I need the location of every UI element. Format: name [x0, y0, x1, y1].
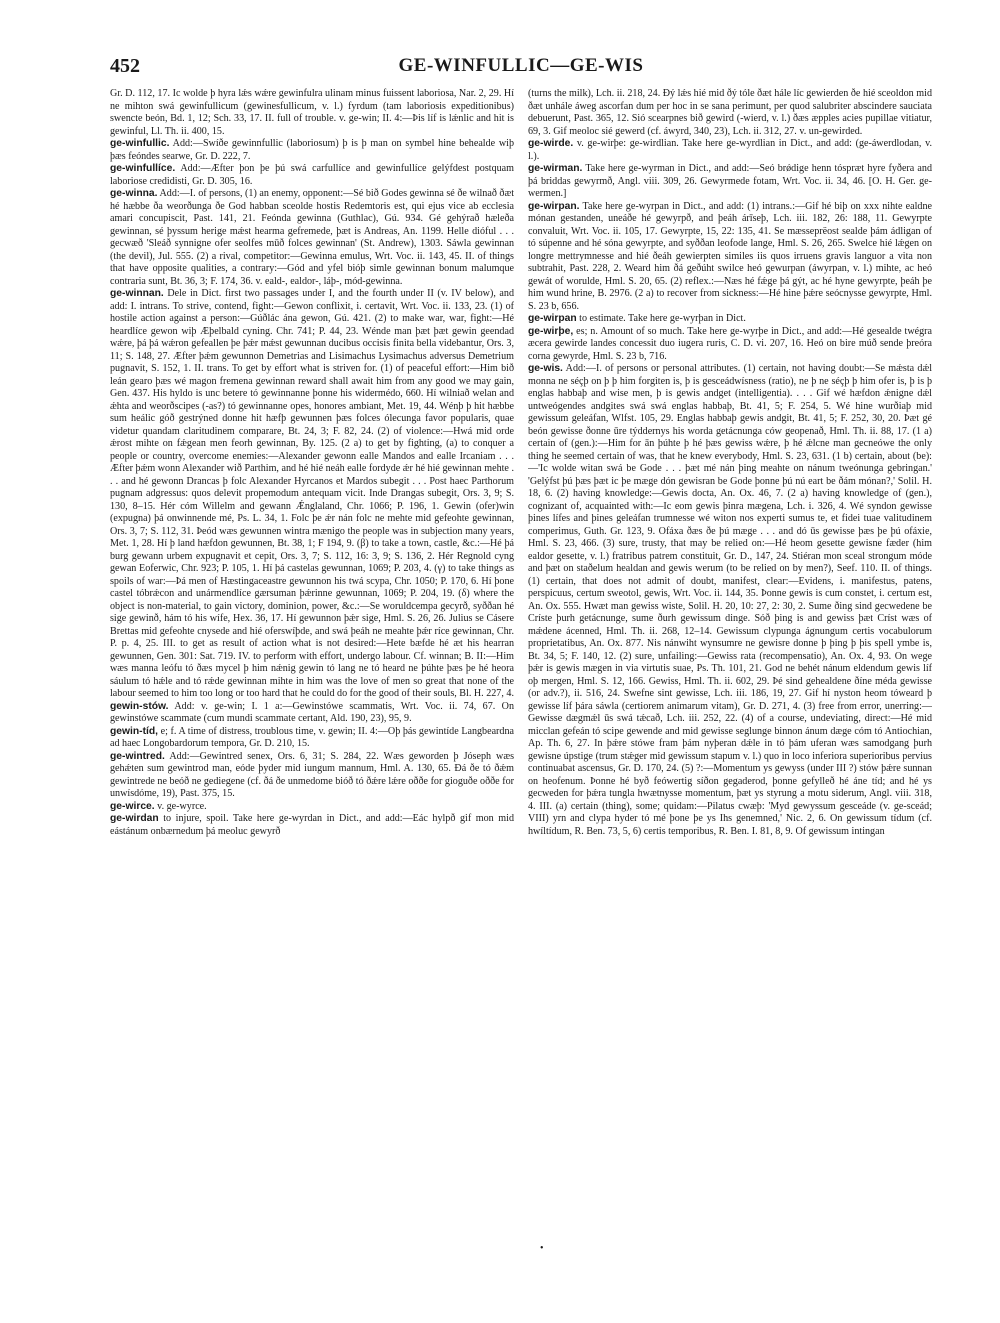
- entry-headword: ge-winnan.: [110, 288, 164, 299]
- entry-text: to estimate. Take here ge-wyrþan in Dict.: [579, 313, 746, 324]
- entry-headword: ge-wirce.: [110, 800, 155, 812]
- left-column: [110, 88, 514, 1253]
- entry-text: es; n. Amount of so much. Take here ge-wyrþe in Dict., and add:—Hé gesealde twégra æcera gewirde landes concessit duo iugera ruris, C. D. vi. 207, 16. Heó on bire múð sende þreóra corna gewyrde, Hml. S. 23 b, 716.: [528, 325, 932, 362]
- running-head: GE-WINFULLIC—GE-WIS: [398, 55, 644, 76]
- entry-headword: ge-wirde.: [528, 138, 574, 149]
- entry-text: Gr. D. 112, 17. Ic wolde þ hyra lǽs wǽre gewinfulra ulinam minus fuissent laboriosa, Nar. 2, 29. Hí ne mihton swá gewinfullicum (gewinesfullicum, v. l.) fyrdum (tam laboriosis expeditionibus) swencte beón, Bd. 1, 12; Sch. 33, 17. II. full of trouble. v. ge-win; II. 4:—Þis líf is lǽnlic and hit is gewinful, Ll. Th. ii. 400, 15.: [110, 88, 514, 137]
- dictionary-entry: [110, 813, 514, 838]
- entry-headword: ge-wirþe,: [528, 325, 574, 337]
- dictionary-entry: [110, 701, 514, 726]
- entry-text: Take here ge-wyrman in Dict., and add:—Seó brǿdige henn tóspræt hyre fyðera and þá briddas gewyrmð, Angl. viii. 309, 26. Gewyrmede fotam, Wrt. Voc. ii. 34, 46. [O. H. Ger. ge-wermen.]: [528, 163, 932, 199]
- dictionary-entry: [528, 163, 932, 201]
- dictionary-entry: [528, 138, 932, 163]
- entry-text: v. ge-wyrce.: [157, 800, 207, 812]
- dictionary-entry: [110, 163, 514, 188]
- entry-headword: ge-winfullic.: [110, 138, 170, 149]
- entry-text: v. ge-wirþe: ge-wirdlian. Take here ge-wyrdlian in Dict., and add: (ge-áwerdlodan, v. l.).: [528, 138, 932, 162]
- dictionary-entry: [110, 751, 514, 801]
- entry-text: Dele in Dict. first two passages under I, and the fourth under II (v. IV below), and add: I. intrans. To strive, contend, fight:—Gewon conflixit, i. certavit, Wrt. Voc. ii. 133, 23. (1) of hostile action against a person:—Gúðlác ána gewon, Gú. 421. (2) to make war, war, fight:—Hé heardlíce gewon wiþ Æþelbald cyning. Chr. 741; P. 44, 23. Wénde man þæt þæt gewin geendad wǽre, þá þá wǽron gefeallen þe þǽr mǽst gewunnan ducibus occisis finita bella videbantur, Ors. 3, 11; S. 148, 27. Æfter þǽm gewunnon Demetrias and Lisimachus Lysimachus adversus Demetrium pugnavit, S. 152, 1. II. trans. To get by effort what is striven for. (1) of peaceful effort:—Him bið leán gearo þæs wé magon fremena gewinnan reward shall await him from any good we may gain, Gen. 437. His hyldo is unc betere tó gewinnanne þonne his widermédo, 660. Hí wilniað welan and ǽhta and weorðscipes (-as?) tó gewinnanne opes, honores ambiant, Met. 19, 44. Wénþ þ hit hæbbe sum heálic góð gestrýned donne hit hæfþ gewunnen þæs folces ólecunga favor popularis, quae videtur quandam claritudinem comparare, Bt. 24, 3; F. 82, 24. (2) of violence:—Hwá mid orde ǽrost mihte on fǽgean men feorh gewinnan, By. 125. (2 a) to get by fighting, (a) to conquer a people or country, overcome enemies:—Alexander gewonn ealle Mandos and ealle Ircaniam . . . Æfter þǽm wonn Alexander wið Parthim, and hé hié neáh ealle fordyde ǽr hé hié gewinnan mehte . . . and hé gewonn Drancas þ folc Alexander Hyrcanos et Mardos subegit . . . Post haec Parthorum pugnam adgressus: quos delevit propemodum antequam vicit. Inde Drangas subegit, Ors. 3, 9; S. 130, 8–15. Hér cóm Willelm and gewann Ǽnglaland, Chr. 1066; P. 196, 1. Gewin (ofer)win (expugna) þá onwinnende mé, Ps. L. 34, 1. Folc þe ǽr nán folc ne mehte mid gefeohte gewinnan, Ors. 3, 7; S. 112, 31. Þeód wæs gewunnen wintra mænigo the people was in subjection many years, Met. 1, 28. Hí þ land hæfdon gewunnen, Bt. 38, 1; F 194, 9. (β) to take a town, castle, &c.:—Hé þá burg gewann urbem expugnavit et cepit, Ors. 3, 7; S. 112, 16: 3, 9; S. 136, 2. Hér Regnold cyng gewan Eoferwic, Chr. 923; P. 105, 1. Hí þá castelas gewunnan, 1069; P. 203, 4. (γ) to take things as spoils of war:—Þá men of Hæstingaceastre gewunnon his twá scypa, Chr. 1050; P. 170, 6. Hí þone castel tóbrǽcon and unármendlíce gærsuman þǽrinne gewunnan, 1069; P. 204, 19. (δ) where the object is non-material, to gain victory, dominion, power, &c.:—Se woruldcempa gecyrð, syððan hé sige gewinð, hám tó his wífe, Hex. 36, 17. Hí gewunnon þǽr sige, Hml. S. 26, 26. Julius se Cásere Brettas mid gefeohte cnysede and hié oferswíþde, and swá þeáh ne meahte þǽr ríce gewinnan, Chr. P. p. 4, 25. III. to get as result of action what is not desired:—Hete bæfde hé æt his hearran gewunnen, Gen. 301: Sat. 719. IV. to perform with effort, undergo labour. Cf. winnan; B. II:—Him wæs manna leófu tó ðæs mycel þ him nǽnig gewin tó lang ne tó heard ne þúhte þæs þe hé heora sáulum tó hǽle and tó rǽde gewinnan mihte in him was the love of men so great that none of the labour seemed to him too long or too hard that he could do for the good of their souls, Bl. H. 227, 4.: [110, 288, 514, 699]
- entry-headword: ge-winfullíce.: [110, 163, 176, 174]
- page-header: [110, 55, 932, 83]
- dictionary-columns: [110, 88, 932, 1253]
- dictionary-entry: [528, 313, 932, 326]
- entry-text: Add: v. ge-win; I. 1 a:—Gewinstówe scammatis, Wrt. Voc. ii. 74, 67. On gewinstówe scammate (cum mundi scammate certant, Ald. 190, 23), 95, 9.: [110, 700, 514, 724]
- entry-text: e; f. A time of distress, troublous time, v. gewin; II. 4:—Oþ þás gewintíde Langbeardna ad haec Longobardorum tempora, Gr. D. 210, 15.: [110, 725, 514, 749]
- entry-headword: gewin-tíd,: [110, 725, 159, 737]
- entry-headword: ge-winna.: [110, 188, 158, 199]
- entry-text: Take here ge-wyrpan in Dict., and add: (1) intrans.:—Gif hé biþ on xxx nihte ealdne mónan gestanden, uneáðe hé gewyrpð, and þeáh árīseþ, Lch. iii. 182, 26: 188, 11. Gewyrpte convaluit, Wrt. Voc. ii. 105, 17. Gewyrpte, 15, 22: 135, 41. Se mæsseprëost sealde þám ádligan of tó súpenne and hé sóna gewyrpte, and syððan leofode lange, Hml. S. 26, 265. Swelce hié lǽgen on longre mettrymnesse and hié ðeáh gewierpten similes iis quos irruens gravis languor a vita non subtrahit, Past. 228, 2. Weard him ðá geðúht swilce heó gewurpan (áwyrpan, v. l.) mihte, ac heó gewát of worulde, Hml. S. 20, 65. (2) reflex.:—Næs hé fǽge þá gýt, ac hé hyne gewyrpte, þeáh þe him wund hrine, B. 2976. (2 a) to recover from sickness:—Hé hine þǽre seócnysse gewyrpte, Hml. S. 23 b, 656.: [528, 200, 932, 312]
- entry-text: Add:—I. of persons or personal attributes. (1) certain, not having doubt:—Se mǽsta dǽl monna ne séçþ on þ þ him forgiten is, þ is gesceádwísness (ratio), ne þ ne séçþ þ him ofer is, þ is þ englas habbaþ and wise men, þ is gewis andget (intelligentia). . . . Gif wé hæfdon ǽnigne dǽl untweógendes andgites swá swá englas habbaþ, Bt. 41, 5; F. 254, 5. Wé hine wurðiaþ mid gewissum geleáfan, Wlfst. 105, 29. Englas habbaþ gewis andgit, Bt. 41, 5; F. 252, 30, 20. Þæt gé beón gewisse ðonne ūre týddernys his worda getácnunga ców geopenað, Hml. Th. ii. 88, 17. (1 a) certain of (gen.):—Him for ān þúhte þ hé þæs gewiss wǽre, þ hé ǽlcne man gecneówe the only thing he seemed certain of was, that he knew everybody, Hml. S. 23, 631. (1 b) certain, about (be):—'Ic wolde witan swá be Gode . . . þæt mé nán þing meahte on nánum tweónunga gebringan.' 'Gelýfst þú þæs þæt ic þe mæge dón gewisran be Gode þonne þú nú eart be ðám mónan?,' Solil. H. 18, 6. (2) having knowledge:—Gewis docta, An. Ox. 46, 7. (2 a) having knowledge of (gen.), cognizant of, acquainted with:—Ic eom gewis þinra mægena, Lch. i. 326, 4. Wé syndon gewisse þines lífes and þines geleáfan trumnesse wé witon nos experti sumus te, et fidei tuae valitudinem comperimus, Guth. Gr. 123, 9. Ofáxa ðæs ðe þú mæge . . . and dó ūs gewisse þæs þe þú ofáxie, Hml. S. 23, 466. (3) sure, trusty, that may be relied on:—Hé heom gesette gewisne fæder (him ealdor gesette, v. l.) fratribus patrem constituit, Gr. D., 147, 24. Stiéran mon sceal strongum móde and þæt on staðelum healdan and gewis werum (to be relied on by men?), Seef. 110. II. of things. (1) certain, that does not admit of doubt, manifest, clear:—Evidens, i. manifestus, patens, perspicuus, certum sweotol, gewis, Wrt. Voc. ii. 144, 35. Þonne gewis is cum constet, i. certum est, An. Ox. 555. Hwæt man gewiss wiste, Solil. H. 20, 10: 27, 2: 30, 2. Sume ðing sind gecwedene be Críste þurh getácnunge, sume ðurh gewissum dinge. Sóð þing is and gewiss þæt Críst wæs of mǽdene ácenned, Hml. Th. ii. 268, 12–14. Gewissum clypunga ágnungum certis vocabulorum proprietatibus, An. Ox. 877. Nis nánwiht wynsumre ne gewisre donne þ þing þ þis spell ymbe is, Bt. 34, 5; F. 140, 12. (2) sure, unfailing:—Gewiss rata (recompensatio), An. Ox. 4, 93. On wege þǽr is gewis mægen in via virtutis suae, Ps. Th. 101, 21. God ne behét nánum eldendum gewis líf oþ mergen, Hml. S. 12, 166. Gewiss, Hml. Th. ii. 602, 29. Þé sind gehealdene ðíne méda gewisse (or adv.?), ii. 516, 24. Swefne sint gewisse, Lch. iii. 186, 19, 27. Gif hí nyston heom tóweard þ gewisse líf þára sáwla (certiorem animarum vitam), Gr. D. 271, 4. (3) free from error, unerring:—Gewisse dægmǽl ūs swá tǽcað, Lch. iii. 252, 22. (4) of a course, undeviating, direct:—Hé mid micclan gefeán tó scipe gewende and mid gewisse seglunge binnon ánum dæge cóm tó Antiochian, Ap. Th. 6, 27. In þǽre stówe fram þám nyþeran dǽle in tó þám uferan wæs samodgang þurh gewisne úpstige (trum stǽger mid gewissum stapum v. l.) quo in loco inferiora superioribus pervius continuabat ascensus, Gr. D. 170, 24. (5) ?:—Momentum ys gewyss (under III ?) stów þǽre sunnan on heofenum. Þonne hé byð feówertig síðon gegaderod, þonne gefylleð hé áne tíd; and hé ys gecweden for þǽra tungla hwætnysse momentum, þæt ys styrung a motu siderum, Angl. viii. 318, 4. III. (a) certain (thing), some; quidam:—Pilatus cwæþ: 'Myd gewyssum gesceáde (v. ge-sceád; VIII) yrn and clypa hyder tó mé þone þe ys Ihs genemned,' Nic. 2, 6. On gewissum tídum (cf. hwíltídum, R. Ben. 73, 5, 6) certis temporibus, R. Ben. I. 81, 8, 9. Of gewissum intingan: [528, 363, 932, 837]
- entry-headword: gewin-stów.: [110, 700, 169, 712]
- entry-headword: ge-wirpan.: [528, 200, 580, 212]
- dictionary-entry: [528, 363, 932, 838]
- footer-mark: •: [540, 1243, 544, 1254]
- entry-headword: ge-wis.: [528, 363, 563, 374]
- entry-text: (turns the milk), Lch. ii. 218, 24. Ðý lǽs hié mid ðý tóle ðæt hále líc gewierden ðe hié sceoldon mid ðæt unhále áweg ascorfan dum per hoc in se sana perimunt, per quod salubriter abscindere sauciata debuerunt, Past. 365, 12. Sió scearpnes bið gewird (-wierd, v. l.) ðæs æpples acies pupillae vitiatur, 69, 3. Gif meoloc sié gewerd (cf. áwyrd, 340, 23), Lch. ii. 312, 27. v. un-gewirded.: [528, 88, 932, 137]
- entry-text: Add:—I. of persons, (1) an enemy, opponent:—Sé bið Godes gewinna sé ðe wilnað ðæt hé hæbbe ða weorðunga ðe God habban sceolde hostis Redemtoris est, qui ejus vice ab ecclesia amari concupiscit, Past. 141, 21. Feónda gewinna (Guthlac), Gú. 934. Gé gehýrað hæleða gewinnan, sé þyssum herige mǽst hearma gefremede, þæt is Andreas, An. 1199. Helle dióful . . . gecwæð 'Sleáð synnigne ofer seolfes mūð folces gewinnan' (St. Andrew), 1303. Sáwla gewinnan (the devil), Jul. 555. (2) a rival, competitor:—Gewinna emulus, Wrt. Voc. ii. 143, 45. II. of things that have opposite qualities, a contrary:—Gód and yfel bióþ simle gewinnan bonum malumque contraria sunt, Bt. 36, 3; F. 174, 36. v. eald-, ealdor-, láþ-, mód-gewinna.: [110, 188, 514, 287]
- entry-headword: ge-wirpan: [528, 313, 577, 324]
- dictionary-entry: [528, 88, 932, 138]
- dictionary-entry: [528, 201, 932, 314]
- dictionary-entry: [110, 188, 514, 288]
- dictionary-entry: [110, 138, 514, 163]
- dictionary-entry: [110, 726, 514, 751]
- entry-headword: ge-wirman.: [528, 163, 583, 174]
- page-number: 452: [110, 55, 140, 77]
- entry-text: Add:—Swíðe gewinnfullic (laboriosum) þ is þ man on symbel hine behealde wiþ þæs feóndes searwe, Gr. D. 222, 7.: [110, 138, 514, 162]
- entry-headword: ge-wirdan: [110, 813, 159, 824]
- dictionary-entry: [110, 88, 514, 138]
- dictionary-entry: [110, 288, 514, 701]
- dictionary-entry: [110, 801, 514, 814]
- entry-text: to injure, spoil. Take here ge-wyrdan in Dict., and add:—Eác hylpð gif mon mid eástánum onbærnedum þá meoluc gewyrð: [110, 813, 514, 837]
- entry-text: Add:—Gewintred senex, Ors. 6, 31; S. 284, 22. Wæs geworden þ Jóseph wæs gehǽten sum gewintrod man, eóde þyder mid iungum mannum, Hml. A. 130, 65. Ðá ðe tó ðǽm gewintrede ne beóð ne gediegene (cf. ðá ðe unmedome bióð tó ðǽre lǽre oððe for gioguðe oððe for unwísdóme, 19), Past. 375, 15.: [110, 750, 514, 799]
- right-column: [528, 88, 932, 1253]
- entry-headword: ge-wintred.: [110, 750, 165, 762]
- dictionary-entry: [528, 326, 932, 364]
- entry-text: Add:—Æfter þon þe þú swá carfullíce and gewinfullíce gelýfdest postquam laboriose credidisti, Gr. D. 305, 16.: [110, 163, 514, 187]
